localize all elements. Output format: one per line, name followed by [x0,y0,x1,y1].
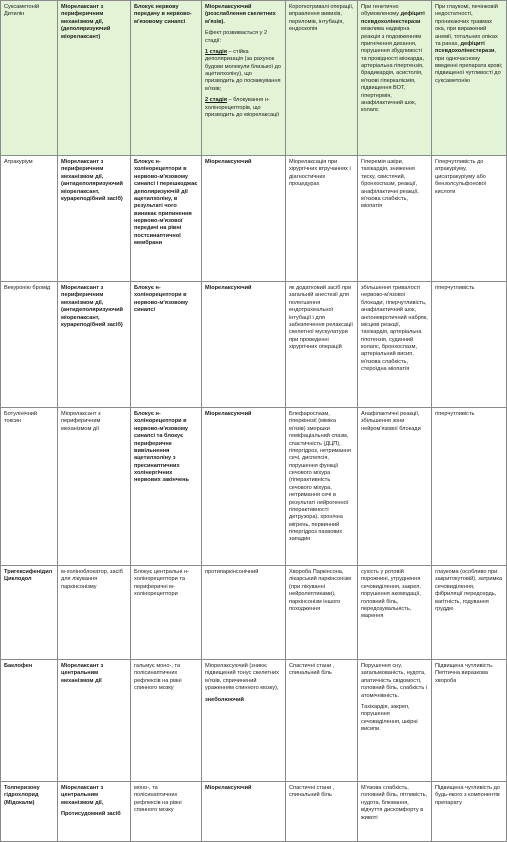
mechanism-text: Міорелаксант з периферичним механізмом дії, (деполяризуючий міорелаксант) [61,4,111,40]
side-effects-cell [358,660,432,782]
stage2-text: – блокування н-холінорецепторів, що призводить до міорелаксації [205,97,280,118]
side-effects-cell [358,156,432,282]
table-row [1,408,507,566]
side-effects-text-2: Тахікардія, закреп, порушення сечовиділення, шкірні висипи. [361,703,418,732]
contraindications-bold: дефіциті псевдохолінестерази [435,40,495,55]
effects-cell [202,282,286,408]
effects-intro: Міорелаксуючий (розслаблення скелетних м'язів). [205,4,276,25]
side-effects-text: Анафілактичні реакції, збільшення зони нейром'язової блокади [361,411,421,432]
mechanism-text: Міорелаксант з периферичним механізмом дії, (антидеполяризуючий міорелаксант, курареподібний засіб) [61,159,123,202]
mechanism-cell [58,566,131,660]
drug-name: Ботулінічний токсин [4,411,38,425]
indications-cell [286,408,358,566]
action-text: Блокує н-холінорецептори в нервово-м'язовому синапсі і перешкоджає деполяризуючій дії ацетилхоліну, в результаті чого виникає припинення нервово-м'язової передачі на рівні постсинаптичної мембрани [134,159,198,247]
indications-cell [286,566,358,660]
side-effects-cell [358,282,432,408]
drug-name-cell [1,782,58,842]
table-row [1,1,507,156]
drug-name-cell [1,660,58,782]
drug-name: Атракуріум [4,159,33,165]
drug-name: Баклофен [4,663,33,669]
contraindications-text: Підвищена чутливість до будь-якого з компонентів препарату [435,785,500,806]
action-cell [131,660,202,782]
side-effects-cell [358,1,432,156]
mechanism-text-2: Протисудомний засіб [61,811,121,818]
side-effects-text: При генетично обумовленому [361,4,401,18]
action-cell [131,1,202,156]
contraindications-text: гіперчутливість [435,411,475,417]
stage2-title: 2 стадія [205,97,227,104]
indications-text: як додатковий засіб при загальній анестезії для полегшення ендотрахеальної інтубації і для забезпечення релаксації скелетної мускулатури при проведенні хірургічних операцій [289,285,353,350]
stage1-title: 1 стадія [205,48,227,55]
effects-cell [202,566,286,660]
effects-text: Міорелаксуючий [205,785,252,791]
stage1-text: – стійка деполяризація (за рахунок будови молекули близької до ацетилхоліну), що призводить до посмикування м'язів; [205,48,281,92]
action-text: моно-, та полісинаптичних рефлексів на рівні спинного мозку [134,785,182,814]
contraindications-text: Гіперчутливість до атракуріуму, циcатракуріуму або бензолсульфонової кислоти [435,159,487,195]
mechanism-cell [58,660,131,782]
action-text: Блокує н-холінорецептори в нервово-м'язовому синапсі та блокує периферичне вивільнення ацетилхоліну з пресинаптичних холінергічних нервових закінчень [134,411,189,484]
indications-cell [286,1,358,156]
contraindications-cell [432,566,507,660]
side-effects-cell [358,408,432,566]
side-effects-bold: дефіциті псевдохолінестерази [361,11,425,25]
effects-cell [202,782,286,842]
effects-cell [202,1,286,156]
contraindications-text: При глаукомі, печінковій недостатності, проникаючих травмах ока, при виражений анемії, тотальних опіках та ранах, [435,4,498,47]
table-row [1,566,507,660]
indications-cell [286,782,358,842]
action-text: Блокує н-холінорецептори в нервово-м'язовому синапсі [134,285,189,314]
mechanism-text: Міорелаксант з периферичним механізмом дії, (антидеполяризуючий міорелаксант, курареподібний засіб) [61,285,123,328]
drug-name-cell [1,1,58,156]
table-row [1,660,507,782]
drug-name-cell [1,408,58,566]
contraindications-cell [432,782,507,842]
contraindications-cell [432,408,507,566]
contraindications-cell [432,156,507,282]
mechanism-cell [58,1,131,156]
indications-text: Спастичні стани , спинальний біль [289,785,335,799]
contraindications-text: глаукома (особливо при закритокутовій), затримка сечовиділення, фібриляції передсердь, вагітність, годування груддю [435,569,503,612]
table-row [1,282,507,408]
drug-name-cell [1,156,58,282]
indications-text: Короткотривалі операції, вправлення вивихів, переломів, інтубація, ендоскопія [289,4,354,33]
drug-name: Суксаметоній Дитилін [4,4,40,18]
action-text: Блокує центральні н-холінорецептори та периферичні м-холінорецептори [134,569,189,598]
mechanism-cell [58,782,131,842]
mechanism-text: Міорелаксант з периферичним механізмом дії [61,411,101,432]
contraindications-cell [432,282,507,408]
side-effects-text: Порушення сну, загальмованість, нудота, апатичність свідомості, головний біль, слабкість і атомічнівність. [361,663,428,699]
contraindications-text: гіперчутливість [435,285,475,291]
drug-name: Толперизону гідрохлорид (Мідокалм) [4,785,40,806]
mechanism-cell [58,156,131,282]
effects-text-2: знеболюючий [205,696,244,703]
action-cell [131,782,202,842]
side-effects-cell [358,782,432,842]
indications-cell [286,156,358,282]
side-effects-text: М'язова слабкість, головний біль, пітливість, нудота, блювання, відчуття дискомфорту в животі [361,785,428,821]
action-cell [131,282,202,408]
drug-name: Тригексифенідил Циклодол [4,569,53,583]
action-cell [131,566,202,660]
contraindications-cell [432,660,507,782]
drug-name-cell [1,566,58,660]
drug-name-cell [1,282,58,408]
contraindications-text-2: , при одночасному введенні препарата крові; підвищеної чутливості до суксаметонію [435,48,503,84]
mechanism-cell [58,282,131,408]
side-effects-text: збільшення тривалості нервово-м'язової блокади, гіперчутливість, анафілактичний шок, ангіоневротичний набряк, місцеві реакції, тахікардія, артеріальна гіпотензія, судинний колапс, бронхоспазм, артеріальний висип, м'язова слабкість, стероїдна міопатія [361,285,428,373]
action-text: Блокує нервову передачу в нервово-м'язовому синапсі [134,4,192,25]
table-row [1,156,507,282]
effects-text: Міорелаксуючий [205,159,252,165]
action-cell [131,408,202,566]
effects-phases: Ефект розвивається у 2 стадії: [205,30,268,44]
action-cell [131,156,202,282]
effects-text: Міорелаксуючий [205,285,252,291]
indications-text: Хвороба Паркінсона, лікарський паркінсонізм (при лікуванні нейролептиками), паркінсонізм іншого походження [289,569,352,612]
effects-text: протипаркінсонічний [205,569,259,575]
side-effects-cell [358,566,432,660]
table-row [1,782,507,842]
indications-text: Блефароспазм, гіперкінезії (міміка м'язів) зморшки геміфаціальний спазм, спастичність (ДЦП), гіпергідроз, нетримання сечі, диспепсія, порушення функції сечового міхура (гіперактивність сечового міхура, нетримання сечі в результаті нейрогенної гіперактивності детрузора), хронічна мігрень, первинний гіпергідроз пахвових западин [289,411,351,543]
mechanism-text: м-холіноблокатор, засіб для лікування паркінсонізму [61,569,123,590]
side-effects-text-2: можлива надмірна реакція з подовженням пригнічення дихання, порушення збудливості та провідності міокарда, артеріальна гіпертензія, брадикардія, асистолія, м'язові гіперкаліємія, підвищення ВОТ, гіпертермія, анафілактичний шок, колапс [361,26,425,114]
indications-cell [286,660,358,782]
mechanism-cell [58,408,131,566]
indications-text: Спастичні стани , спинальний біль [289,663,335,677]
indications-cell [286,282,358,408]
action-text: гальмує моно-, та полісинаптичних рефлексів на рівні спинного мозку [134,663,182,692]
indications-text: Міорелаксація при хірургічних втручаннях і діагностичних процедурах [289,159,351,188]
contraindications-cell [432,1,507,156]
effects-cell [202,156,286,282]
contraindications-text: Підвищена чутливість. Пептична виразкова хвороба [435,663,494,684]
mechanism-text: Міорелаксант з центральним механізмом дії [61,663,104,684]
effects-cell [202,660,286,782]
mechanism-text: Міорелаксант з центральним механізмом дії, [61,785,104,806]
effects-text: Міорелаксуючий (зниює підвищений тонус скелетних м'язів, спричинений ураженням спинного мозку), [205,663,279,692]
effects-text: Міорелаксуючий [205,411,252,417]
side-effects-text: сухість у ротовій порожнині, утруднення сечовиділення, закреп, порушення акомодації, головний біль, передозувальність, марення [361,569,421,620]
side-effects-text: Гіперемія шкіри, тахікардія, зниження тиску, свистячий, бронхоспазм, реакції, анафілактичні реакції, м'язова слабкість, міопатія [361,159,419,210]
drug-name: Векуронію бромід [4,285,51,291]
effects-cell [202,408,286,566]
